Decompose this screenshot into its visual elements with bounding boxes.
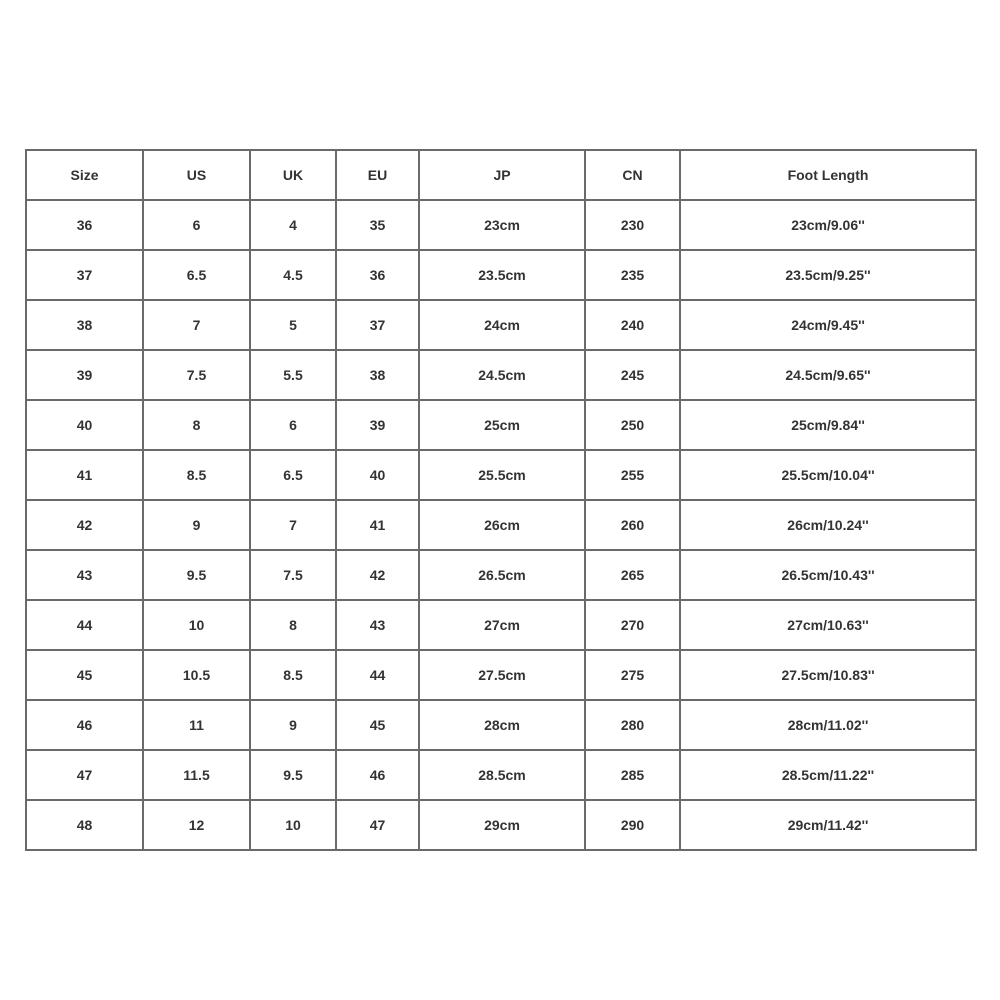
table-cell: 40: [26, 400, 143, 450]
table-cell: 8: [250, 600, 336, 650]
table-cell: 24.5cm/9.65'': [680, 350, 976, 400]
table-cell: 28.5cm/11.22'': [680, 750, 976, 800]
table-cell: 250: [585, 400, 680, 450]
table-row: [26, 700, 976, 750]
table-cell: 5: [250, 300, 336, 350]
table-cell: 43: [336, 600, 419, 650]
table-cell: 6.5: [250, 450, 336, 500]
table-row: [26, 800, 976, 850]
table-cell: 39: [26, 350, 143, 400]
table-cell: 25cm: [419, 400, 585, 450]
table-cell: 27.5cm/10.83'': [680, 650, 976, 700]
table-cell: 9.5: [143, 550, 250, 600]
table-cell: 245: [585, 350, 680, 400]
table-cell: 4: [250, 200, 336, 250]
table-row: [26, 500, 976, 550]
table-body: [26, 200, 976, 850]
table-cell: 41: [26, 450, 143, 500]
table-cell: 275: [585, 650, 680, 700]
table-row: [26, 350, 976, 400]
table-cell: 47: [26, 750, 143, 800]
table-cell: 23.5cm/9.25'': [680, 250, 976, 300]
table-cell: 38: [26, 300, 143, 350]
column-header: Size: [26, 150, 143, 200]
table-cell: 29cm: [419, 800, 585, 850]
table-cell: 48: [26, 800, 143, 850]
table-cell: 10: [143, 600, 250, 650]
table-cell: 28.5cm: [419, 750, 585, 800]
table-row: [26, 200, 976, 250]
table-cell: 235: [585, 250, 680, 300]
table-row: [26, 400, 976, 450]
table-cell: 230: [585, 200, 680, 250]
table-cell: 11.5: [143, 750, 250, 800]
table-cell: 8: [143, 400, 250, 450]
table-cell: 46: [26, 700, 143, 750]
table-cell: 45: [26, 650, 143, 700]
table-cell: 280: [585, 700, 680, 750]
table-cell: 25.5cm: [419, 450, 585, 500]
table-cell: 270: [585, 600, 680, 650]
table-cell: 23cm/9.06'': [680, 200, 976, 250]
table-cell: 260: [585, 500, 680, 550]
table-cell: 10: [250, 800, 336, 850]
table-cell: 9: [143, 500, 250, 550]
table-cell: 6: [143, 200, 250, 250]
size-chart-table: [25, 149, 977, 851]
table-cell: 240: [585, 300, 680, 350]
table-cell: 28cm/11.02'': [680, 700, 976, 750]
table-row: [26, 750, 976, 800]
table-cell: 46: [336, 750, 419, 800]
table-cell: 42: [336, 550, 419, 600]
table-cell: 11: [143, 700, 250, 750]
column-header: UK: [250, 150, 336, 200]
table-cell: 28cm: [419, 700, 585, 750]
table-cell: 9.5: [250, 750, 336, 800]
table-cell: 8.5: [250, 650, 336, 700]
column-header: JP: [419, 150, 585, 200]
table-cell: 23cm: [419, 200, 585, 250]
table-cell: 29cm/11.42'': [680, 800, 976, 850]
table-cell: 26cm: [419, 500, 585, 550]
table-cell: 12: [143, 800, 250, 850]
table-cell: 290: [585, 800, 680, 850]
table-cell: 4.5: [250, 250, 336, 300]
column-header: CN: [585, 150, 680, 200]
table-cell: 7: [250, 500, 336, 550]
table-cell: 45: [336, 700, 419, 750]
table-cell: 25cm/9.84'': [680, 400, 976, 450]
table-cell: 24cm/9.45'': [680, 300, 976, 350]
column-header: Foot Length: [680, 150, 976, 200]
table-header-row: [26, 150, 976, 200]
table-cell: 43: [26, 550, 143, 600]
table-row: [26, 600, 976, 650]
table-cell: 26.5cm/10.43'': [680, 550, 976, 600]
table-cell: 36: [26, 200, 143, 250]
table-row: [26, 250, 976, 300]
table-cell: 26cm/10.24'': [680, 500, 976, 550]
column-header: US: [143, 150, 250, 200]
table-cell: 37: [26, 250, 143, 300]
table-cell: 255: [585, 450, 680, 500]
table-cell: 47: [336, 800, 419, 850]
table-cell: 23.5cm: [419, 250, 585, 300]
table-row: [26, 550, 976, 600]
table-cell: 9: [250, 700, 336, 750]
table-cell: 37: [336, 300, 419, 350]
table-cell: 5.5: [250, 350, 336, 400]
table-cell: 285: [585, 750, 680, 800]
table-cell: 39: [336, 400, 419, 450]
table-cell: 26.5cm: [419, 550, 585, 600]
table-cell: 27cm: [419, 600, 585, 650]
column-header: EU: [336, 150, 419, 200]
table-cell: 24cm: [419, 300, 585, 350]
table-cell: 44: [336, 650, 419, 700]
table-cell: 44: [26, 600, 143, 650]
table-cell: 6.5: [143, 250, 250, 300]
table-cell: 10.5: [143, 650, 250, 700]
table-cell: 7: [143, 300, 250, 350]
table-row: [26, 300, 976, 350]
table-cell: 7.5: [250, 550, 336, 600]
table-cell: 25.5cm/10.04'': [680, 450, 976, 500]
table-cell: 40: [336, 450, 419, 500]
table-cell: 27.5cm: [419, 650, 585, 700]
table-row: [26, 450, 976, 500]
table-cell: 265: [585, 550, 680, 600]
table-cell: 35: [336, 200, 419, 250]
table-cell: 7.5: [143, 350, 250, 400]
table-cell: 36: [336, 250, 419, 300]
table-row: [26, 650, 976, 700]
table-cell: 41: [336, 500, 419, 550]
table-cell: 42: [26, 500, 143, 550]
table-cell: 24.5cm: [419, 350, 585, 400]
table-cell: 38: [336, 350, 419, 400]
table-cell: 27cm/10.63'': [680, 600, 976, 650]
table-cell: 6: [250, 400, 336, 450]
table-cell: 8.5: [143, 450, 250, 500]
